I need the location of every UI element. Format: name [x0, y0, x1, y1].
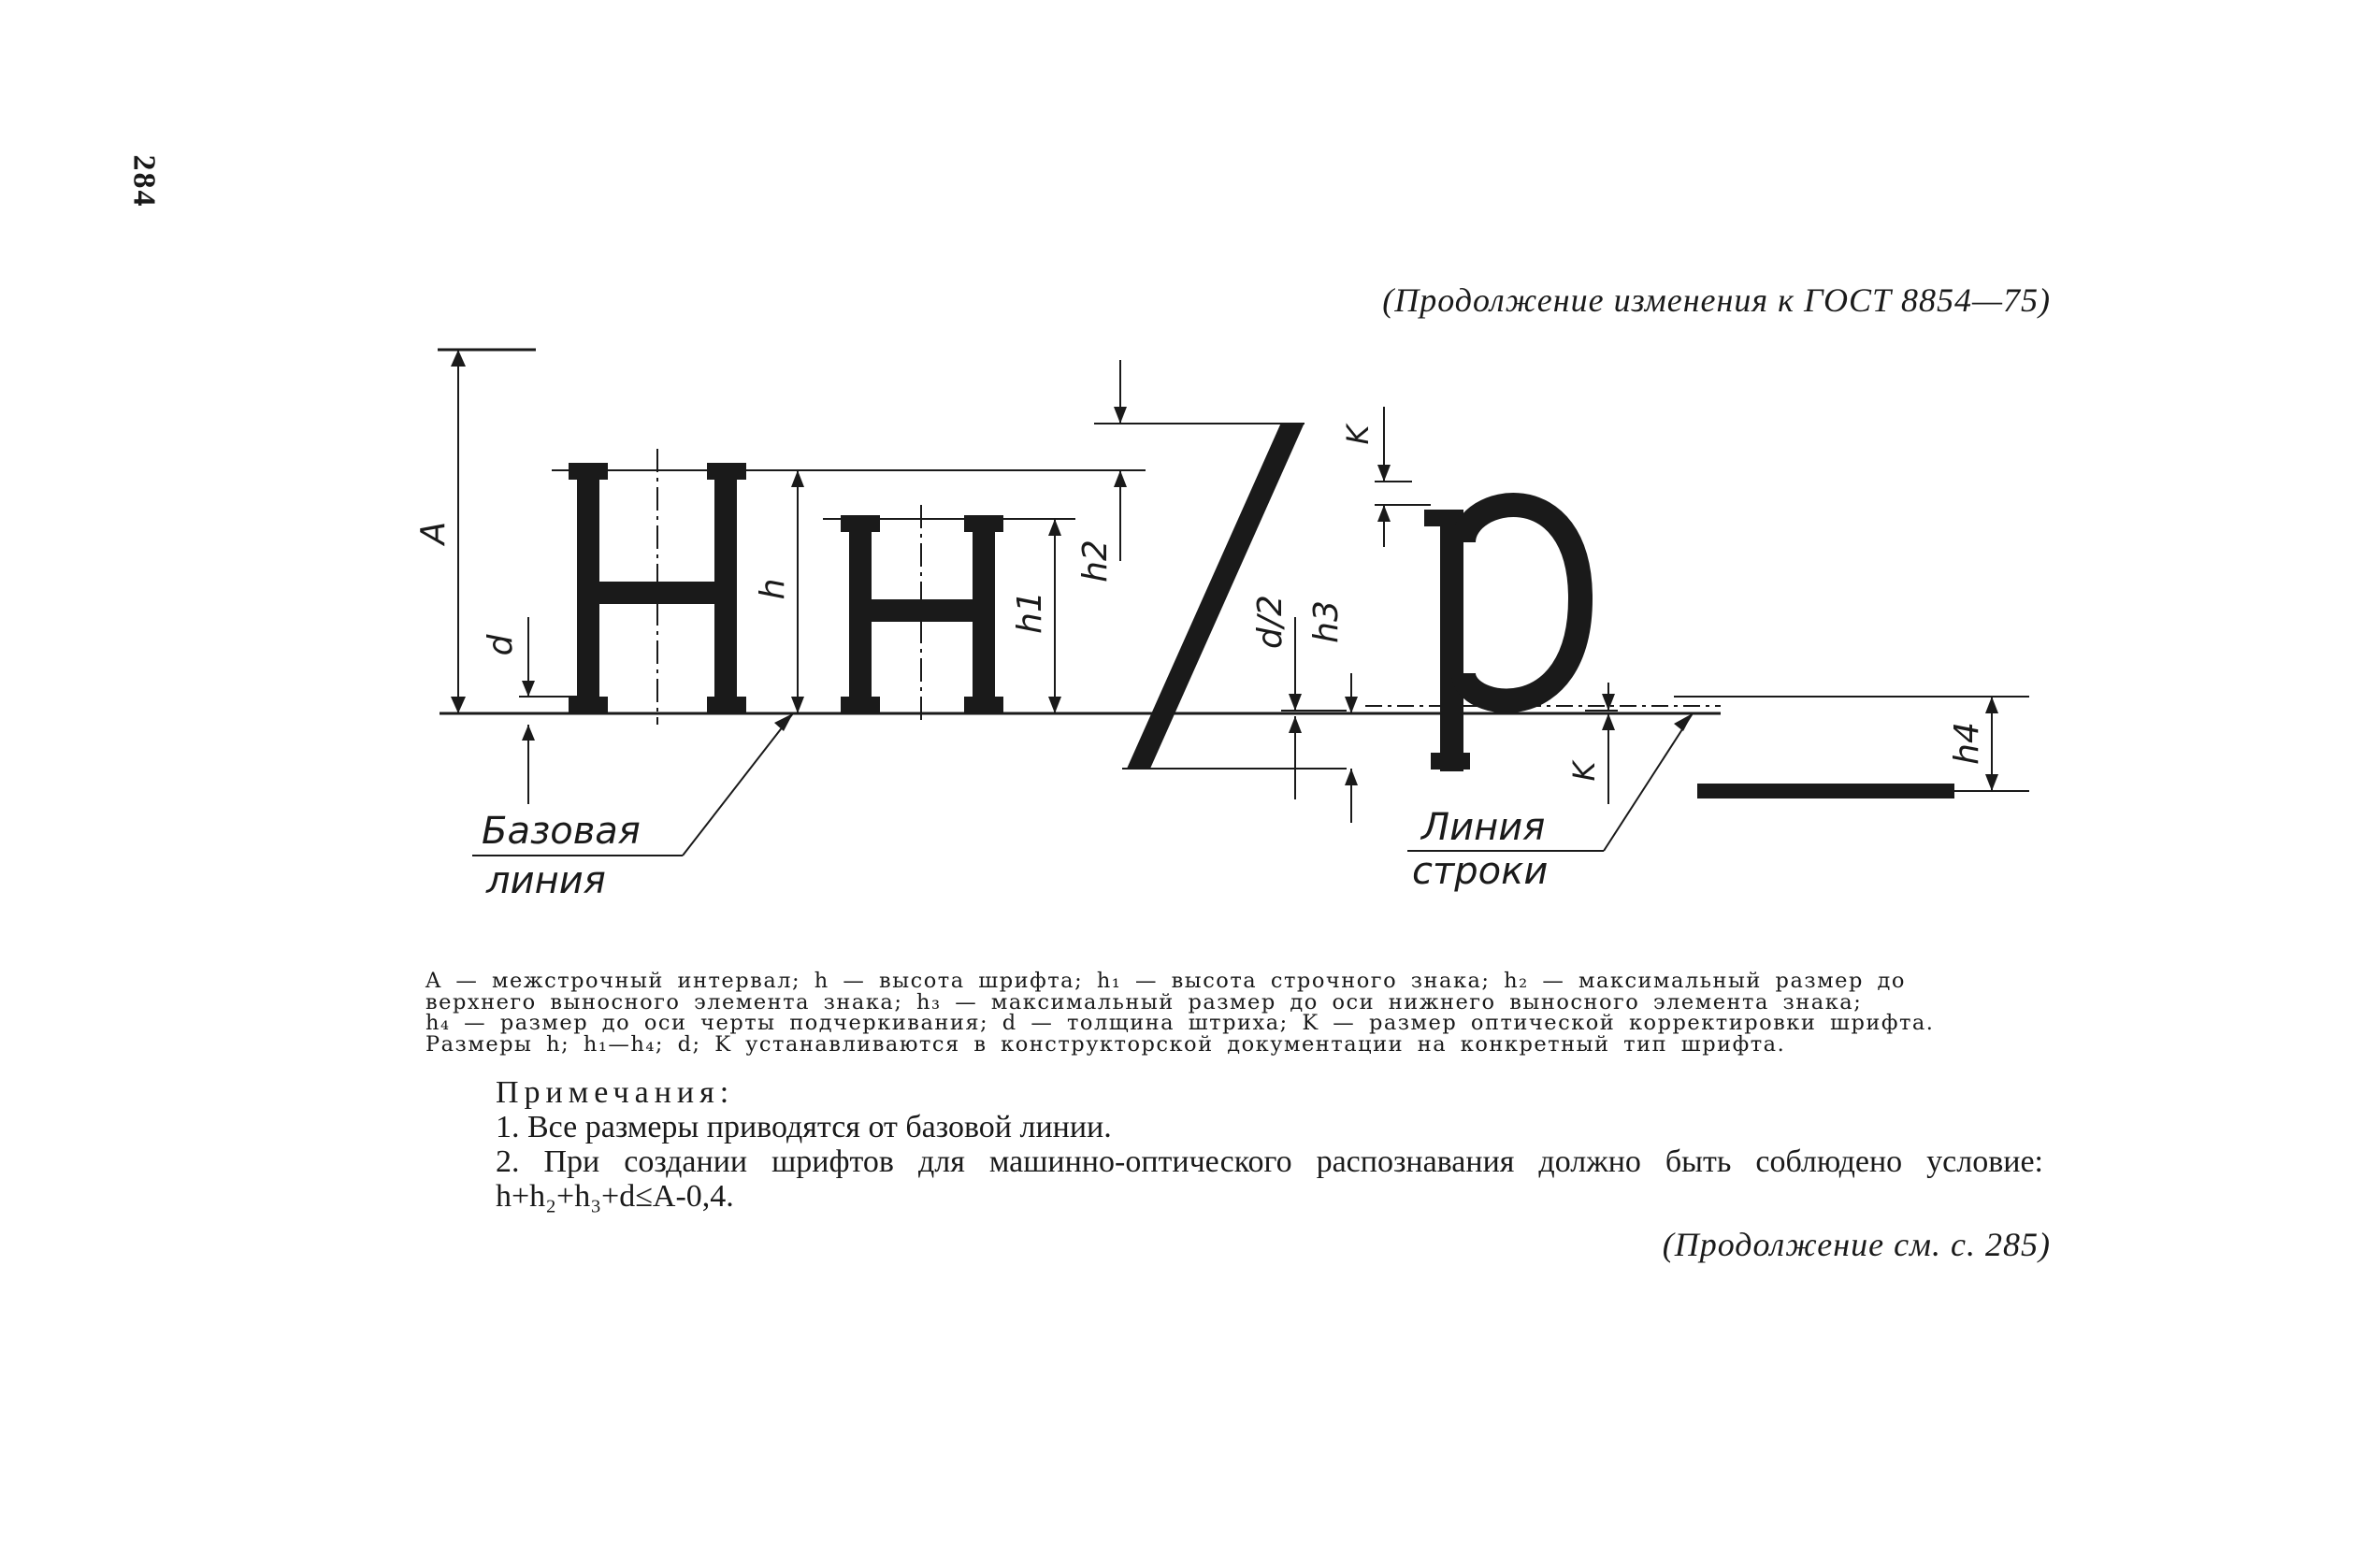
- label-A: A: [414, 521, 453, 545]
- label-h: h: [754, 578, 792, 600]
- page-header: (Продолжение изменения к ГОСТ 8854—75): [1382, 281, 2051, 319]
- underline-bar: [1697, 784, 1954, 798]
- label-d-half: d/2: [1251, 595, 1290, 649]
- label-d: d: [482, 634, 520, 656]
- label-h3: h3: [1307, 600, 1346, 643]
- label-k-bottom: K: [1566, 761, 1602, 782]
- caption-line: верхнего выносного элемента знака; h₃ — максимальный размер до оси нижнего выносного элемента знака;: [425, 989, 1863, 1014]
- label-h2: h2: [1076, 539, 1115, 583]
- base-line-label-word2: линия: [486, 859, 606, 902]
- letter-H-large: [569, 449, 746, 725]
- notes-section: [425, 1075, 2043, 1214]
- label-h1: h1: [1011, 591, 1049, 634]
- label-h4: h4: [1948, 722, 1986, 765]
- page-number: 284: [126, 154, 162, 209]
- caption-line: h₄ — размер до оси черты подчеркивания; d — толщина штриха; K — размер оптической корректировки шрифта.: [425, 1011, 1935, 1035]
- row-line-label-word2: строки: [1412, 850, 1549, 893]
- caption-line: A — межстрочный интервал; h — высота шрифта; h₁ — высота строчного знака; h₂ — максимальный размер до: [425, 969, 1906, 993]
- note-item: 1. Все размеры приводятся от базовой линии.: [496, 1110, 1112, 1144]
- continuation-note: (Продолжение см. с. 285): [1662, 1226, 2051, 1263]
- notes-heading: Примечания:: [496, 1075, 735, 1110]
- figure-caption: [425, 971, 2043, 1055]
- caption-line: Размеры h; h₁—h₄; d; K устанавливаются в конструкторской документации на конкретный тип шрифта.: [425, 1031, 1786, 1057]
- letter-H-small: [841, 505, 1003, 725]
- row-line-label-word1: Линия: [1421, 806, 1546, 849]
- note-item: 2. При создании шрифтов для машинно-оптического распознавания должно быть соблюдено условие: h+h₂+h₃+d≤A-0,4.: [496, 1144, 2043, 1214]
- label-k-top: K: [1340, 424, 1376, 445]
- base-line-label-word1: Базовая: [482, 810, 641, 853]
- letter-p: [1424, 505, 1580, 771]
